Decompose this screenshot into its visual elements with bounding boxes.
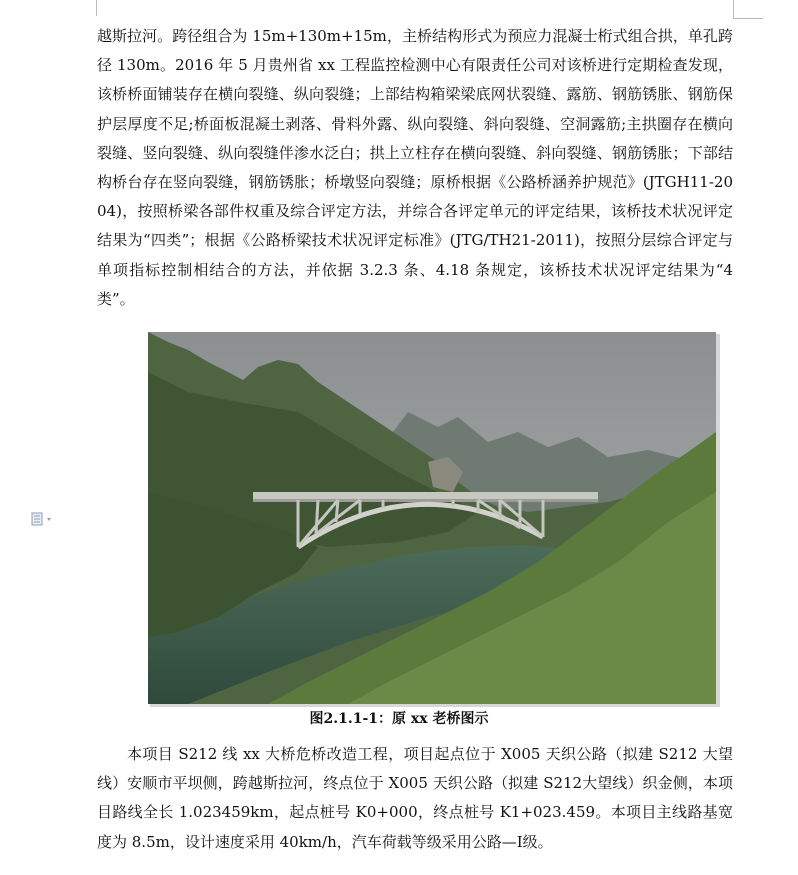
photo-shadow-right — [716, 334, 720, 707]
figure-old-bridge — [148, 332, 720, 707]
paragraph-bridge-inspection: 越斯拉河。跨径组合为 15m+130m+15m，主桥结构形式为预应力混凝士桁式组合拱，单孔跨径 130m。2016 年 5 月贵州省 xx 工程监控检测中心有限责任公司对该桥进行定期检查发现，该桥桥面铺装存在横向裂缝、纵向裂缝；上部结构箱梁梁底网状裂缝、露筋、钢筋锈胀、钢筋保护层厚度不足;桥面板混凝土剥落、骨料外露、纵向裂缝、斜向裂缝、空洞露筋;主拱圈存在横向裂缝、竖向裂缝、纵向裂缝伴渗水泛白；拱上立柱存在横向裂缝、斜向裂缝、钢筋锈胀；下部结构桥台存在竖向裂缝，钢筋锈胀；桥墩竖向裂缝；原桥根据《公路桥涵养护规范》(JTGH11-2004)，按照桥梁各部件权重及综合评定方法，并综合各评定单元的评定结果，该桥技术状况评定结果为“四类”；根据《公路桥梁技术状况评定标准》(JTG/TH21-2011)，按照分层综合评定与单项指标控制相结合的方法，并依据 3.2.3 条、4.18 条规定，该桥技术状况评定结果为“4 类”。 — [97, 27, 733, 308]
bridge-photo — [148, 332, 716, 704]
paragraph-project-overview: 本项目 S212 线 xx 大桥危桥改造工程，项目起点位于 X005 天织公路（拟建 S212 大望线）安顺市平坝侧，跨越斯拉河，终点位于 X005 天织公路（拟建 S212大望线）织金侧，本项目路线全长 1.023459km，起点桩号 K0+000，终点桩号 K1+023.459。本项目主线路基宽度为 8.5m，设计速度采用 40km/h，汽车荷载等级采用公路—Ⅰ级。 — [97, 745, 733, 851]
figure-caption: 图2.1.1-1：原 xx 老桥图示 — [309, 711, 489, 727]
page-corner-mark-left — [96, 0, 97, 16]
document-body — [97, 22, 733, 314]
bridge-landscape-image — [148, 332, 716, 704]
page-corner-mark-right — [733, 0, 734, 18]
document-icon[interactable] — [30, 510, 56, 528]
document-body-continued — [97, 740, 733, 857]
page-corner-mark-right-h — [733, 18, 763, 19]
photo-shadow-bottom — [150, 704, 720, 707]
